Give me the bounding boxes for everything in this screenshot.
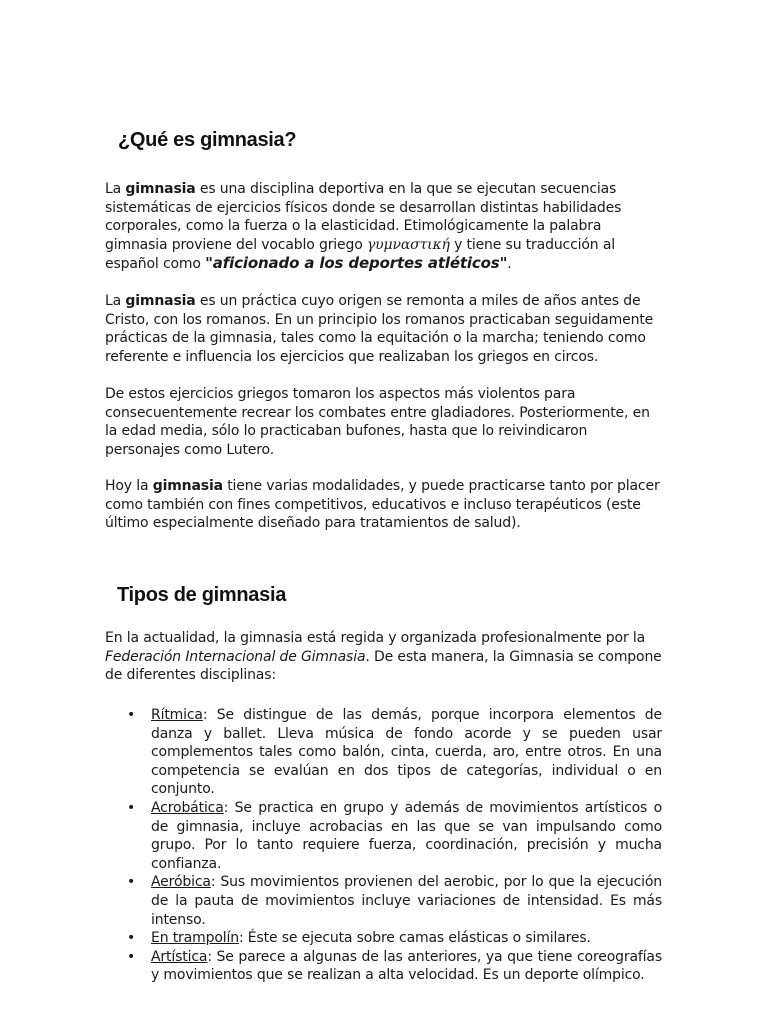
text-run: La bbox=[105, 293, 126, 309]
link-en-trampolin[interactable]: En trampolín bbox=[151, 930, 239, 947]
translation-quote: "aficionado a los deportes atléticos" bbox=[205, 254, 508, 273]
list-item-text: : Sus movimientos provienen del aerobic, por lo que la ejecución de la pauta de movimientos incluye variaciones de intensidad. Es más intenso. bbox=[151, 874, 662, 928]
list-item-text: : Éste se ejecuta sobre camas elásticas o similares. bbox=[238, 930, 591, 947]
list-item-text: : Se parece a algunas de las anteriores, ya que tiene coreografías y movimientos que se realizan a alta velocidad. Es un deporte olímpico. bbox=[151, 948, 662, 984]
text-run: En la actualidad, la gimnasia está regida y organizada profesionalmente por la bbox=[105, 630, 646, 646]
text-run: La bbox=[105, 181, 126, 197]
bullet-icon: • bbox=[127, 874, 136, 891]
list-item-aerobica bbox=[127, 873, 662, 929]
text-run: y tiene su traducción al español como bbox=[105, 236, 615, 273]
term-gimnasia: gimnasia bbox=[152, 478, 223, 494]
text-run: es un práctica cuyo origen se remonta a miles de años antes de Cristo, con los romanos. En un principio los romanos practicaban seguidamente prácticas de la gimnasia, tales como la equitación o la marcha; teniendo como referente e influencia los ejercicios que realizaban los griegos en circos. bbox=[105, 293, 654, 365]
link-acrobatica[interactable]: Acrobática bbox=[151, 799, 224, 816]
paragraph-history: De estos ejercicios griegos tomaron los aspectos más violentos para consecuentemente recrear los combates entre gladiadores. Posteriormente, en la edad media, sólo lo practicaban bufones, hasta que lo reivindicaron personajes como Lutero. bbox=[105, 386, 650, 458]
link-artistica[interactable]: Artística bbox=[151, 948, 208, 965]
federation-name: Federación Internacional de Gimnasia bbox=[105, 648, 366, 665]
heading-tipos-de-gimnasia: Tipos de gimnasia bbox=[117, 584, 287, 606]
bullet-icon: • bbox=[127, 930, 136, 947]
list-item-text: : Se distingue de las demás, porque incorpora elementos de danza y ballet. Lleva música de fondo acorde y se pueden usar complementos tales como balón, cinta, cuerda, aro, entre otros. En una competencia se evalúan en dos tipos de categorías, individual o en conjunto. bbox=[151, 707, 662, 798]
paragraph-modalities bbox=[105, 477, 665, 533]
term-gimnasia: gimnasia bbox=[125, 293, 196, 309]
text-run: . De esta manera, la Gimnasia se compone de diferentes disciplinas: bbox=[105, 648, 662, 684]
bullet-icon: • bbox=[127, 948, 136, 965]
list-item-ritmica bbox=[127, 706, 662, 799]
text-run: Hoy la bbox=[105, 478, 153, 494]
list-item-text: : Se practica en grupo y además de movimientos artísticos o de gimnasia, incluye acrobacias en las que se van impulsando como grupo. Por lo tanto requiere fuerza, coordinación, precisión y mucha confianza. bbox=[151, 799, 662, 872]
link-ritmica[interactable]: Rítmica bbox=[151, 707, 203, 723]
text-run: tiene varias modalidades, y puede practicarse tanto por placer como también con fines competitivos, educativos e incluso terapéuticos (este último especialmente diseñado para tratamientos de salud). bbox=[105, 478, 660, 532]
paragraph-definition bbox=[105, 180, 665, 274]
term-gimnasia: gimnasia bbox=[125, 181, 196, 197]
list-item-artistica bbox=[127, 948, 662, 985]
heading-que-es-gimnasia: ¿Qué es gimnasia? bbox=[118, 129, 297, 151]
text-run: es una disciplina deportiva en la que se ejecutan secuencias sistemáticas de ejercicios físicos donde se desarrollan distintas habilidades corporales, como la fuerza o la elasticidad. Etimológicamente la palabra gimnasia proviene del vocablo griego bbox=[105, 181, 622, 253]
paragraph-origin bbox=[105, 292, 665, 366]
link-aerobica[interactable]: Aeróbica bbox=[151, 874, 211, 891]
list-item-acrobatica bbox=[127, 799, 662, 873]
paragraph-types-intro bbox=[105, 629, 665, 685]
bullet-icon: • bbox=[127, 707, 136, 723]
list-item-en-trampolin bbox=[127, 929, 662, 948]
greek-word: γυμναστική bbox=[366, 236, 450, 253]
gymnastics-types-list bbox=[127, 706, 662, 985]
bullet-icon: • bbox=[127, 799, 136, 816]
text-run: . bbox=[507, 256, 512, 273]
